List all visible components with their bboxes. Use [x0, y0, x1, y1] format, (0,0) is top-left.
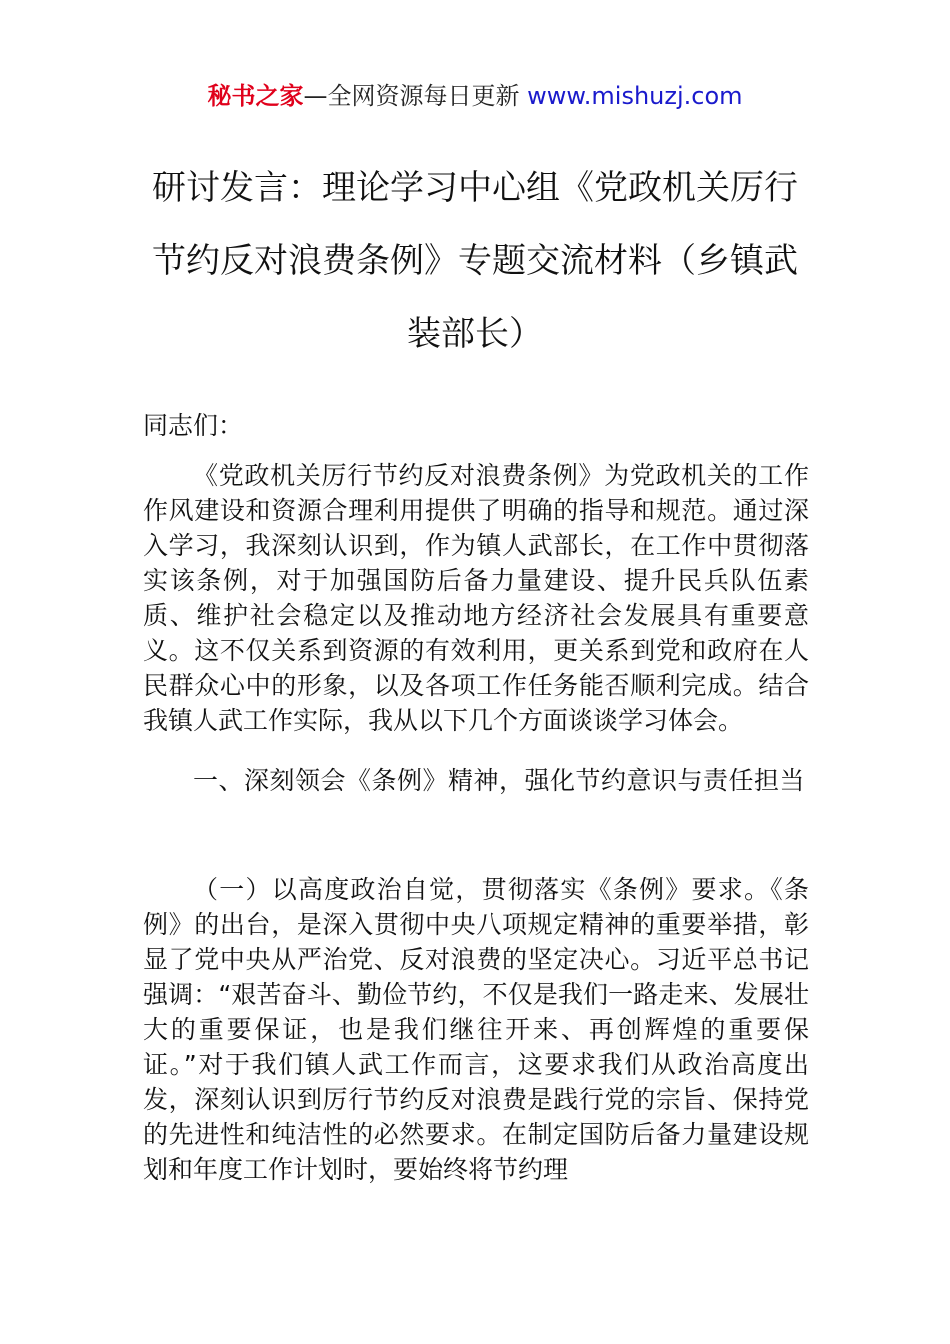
paragraph-section-1-1: （一）以高度政治自觉，贯彻落实《条例》要求。《条例》的出台，是深入贯彻中央八项规定精神的重要举措，彰显了党中央从严治党、反对浪费的坚定决心。习近平总书记强调：“艰苦奋斗、勤俭节约，不仅是我们一路走来、发展壮大的重要保证，也是我们继往开来、再创辉煌的重要保证。”对于我们镇人武工作而言，这要求我们从政治高度出发，深刻认识到厉行节约反对浪费是践行党的宗旨、保持党的先进性和纯洁性的必然要求。在制定国防后备力量建设规划和年度工作计划时，要始终将节约理 — [143, 875, 809, 1184]
salutation: 同志们： — [143, 411, 244, 440]
site-header — [0, 80, 950, 112]
section-heading-1: 一、深刻领会《条例》精神，强化节约意识与责任担当 — [193, 766, 806, 795]
site-brand: 秘书之家 — [207, 82, 304, 110]
site-url-link[interactable]: www.mishuzj.com — [527, 82, 743, 110]
document-title: 研讨发言：理论学习中心组《党政机关厉行节约反对浪费条例》专题交流材料（乡镇武装部长） — [152, 168, 798, 354]
paragraph-intro: 《党政机关厉行节约反对浪费条例》为党政机关的工作作风建设和资源合理利用提供了明确的指导和规范。通过深入学习，我深刻认识到，作为镇人武部长，在工作中贯彻落实该条例，对于加强国防后备力量建设、提升民兵队伍素质、维护社会稳定以及推动地方经济社会发展具有重要意义。这不仅关系到资源的有效利用，更关系到党和政府在人民群众心中的形象，以及各项工作任务能否顺利完成。结合我镇人武工作实际，我从以下几个方面谈谈学习体会。 — [143, 461, 809, 735]
site-tagline: —全网资源每日更新 — [303, 82, 528, 110]
